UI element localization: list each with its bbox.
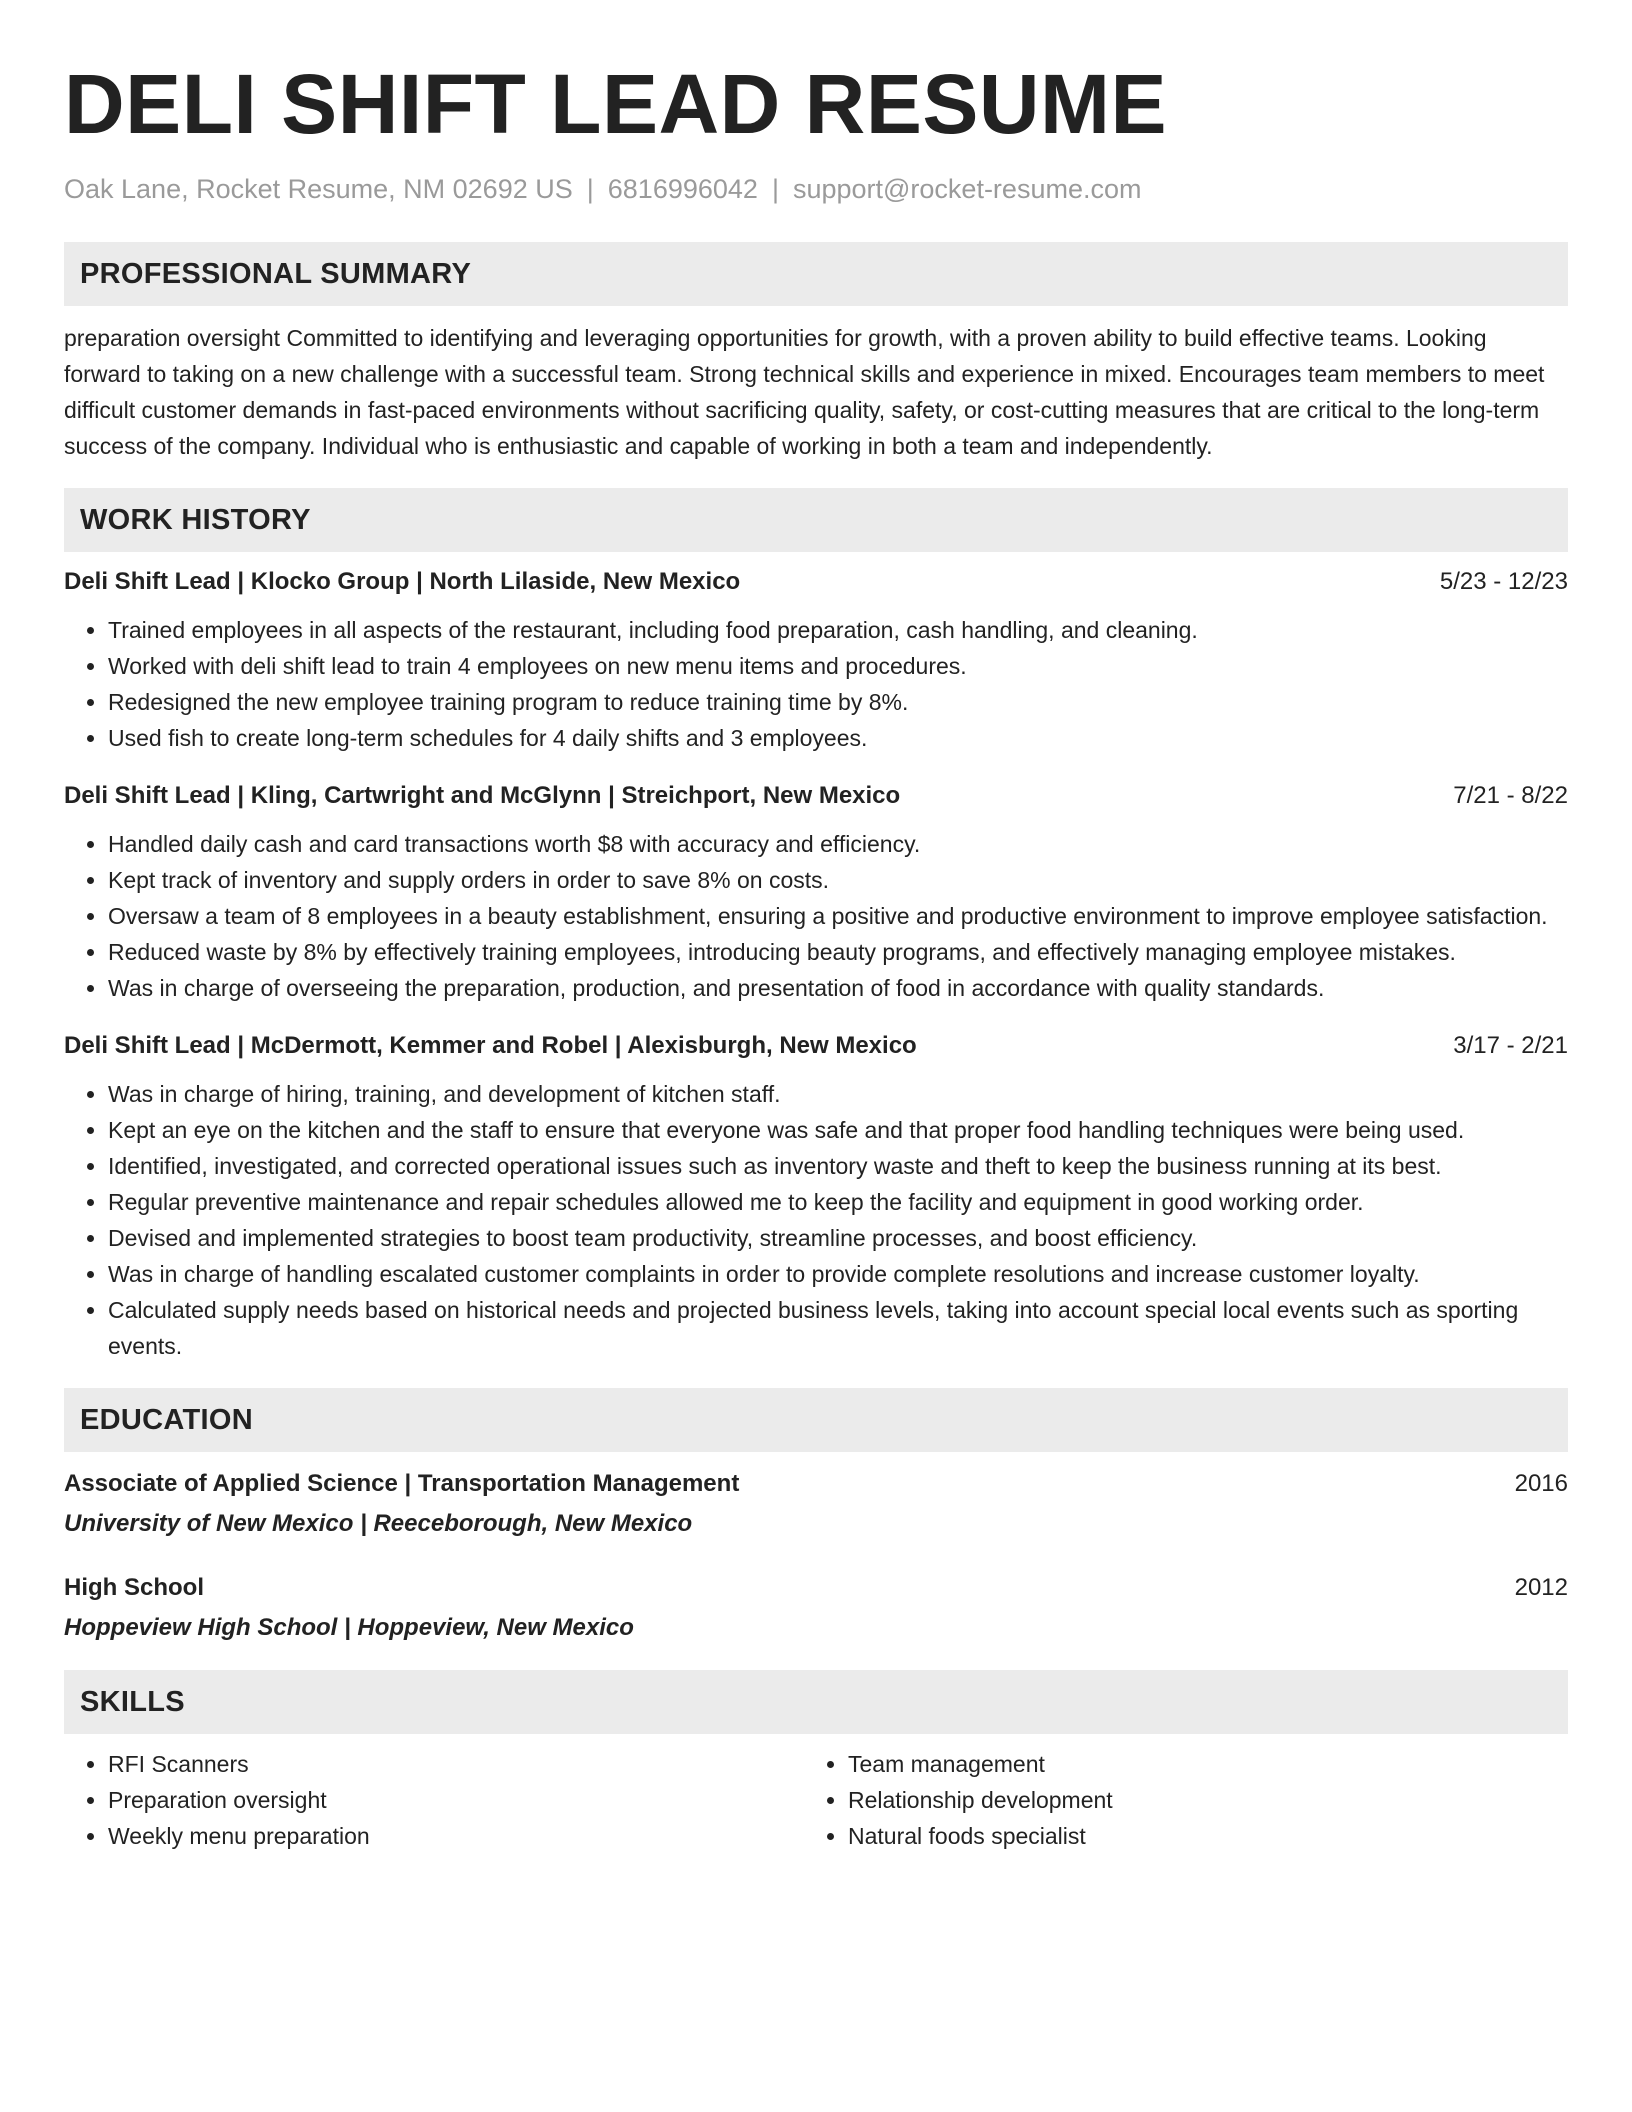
contact-separator: | bbox=[586, 174, 594, 204]
education-header bbox=[64, 1466, 1568, 1502]
education-school: Hoppeview High School | Hoppeview, New Mexico bbox=[64, 1614, 634, 1641]
job-bullet-list bbox=[64, 612, 1568, 756]
job-bullet: • Used fish to create long-term schedules for 4 daily shifts and 3 employees. bbox=[108, 720, 1568, 756]
job-entry bbox=[64, 564, 1568, 756]
job-bullet: • Redesigned the new employee training program to reduce training time by 8%. bbox=[108, 684, 1568, 720]
contact-separator: | bbox=[771, 174, 779, 204]
education-year: 2012 bbox=[1514, 1574, 1568, 1601]
contact-phone: 6816996042 bbox=[607, 174, 758, 204]
section-header-summary: PROFESSIONAL SUMMARY bbox=[64, 242, 1568, 306]
education-degree: Associate of Applied Science | Transportation Management bbox=[64, 1470, 740, 1497]
contact-line bbox=[64, 172, 1568, 206]
job-bullet: • Regular preventive maintenance and repair schedules allowed me to keep the facility and equipment in good working order. bbox=[108, 1184, 1568, 1220]
education-entry bbox=[64, 1466, 1568, 1542]
skill-item: • Team management bbox=[848, 1746, 1544, 1782]
job-bullet: • Calculated supply needs based on historical needs and projected business levels, taking into account special local events such as sporting events. bbox=[108, 1292, 1568, 1364]
job-dates: 5/23 - 12/23 bbox=[1439, 568, 1568, 595]
skills-list-right bbox=[804, 1746, 1544, 1854]
summary-text: preparation oversight Committed to identifying and leveraging opportunities for growth, with a proven ability to build effective teams. Looking forward to taking on a new challenge with a successful team. Strong technical skills and experience in mixed. Encourages team members to meet difficult customer demands in fast-paced environments without sacrificing quality, safety, or cost-cutting measures that are critical to the long-term success of the company. Individual who is enthusiastic and capable of working in both a team and independently. bbox=[64, 325, 1545, 459]
job-bullet: • Devised and implemented strategies to boost team productivity, streamline processes, and boost efficiency. bbox=[108, 1220, 1568, 1256]
skill-item: • Preparation oversight bbox=[108, 1782, 804, 1818]
job-bullet: • Was in charge of handling escalated customer complaints in order to provide complete resolutions and increase customer loyalty. bbox=[108, 1256, 1568, 1292]
education-degree: High School bbox=[64, 1574, 204, 1601]
job-bullet: • Was in charge of overseeing the preparation, production, and presentation of food in accordance with quality standards. bbox=[108, 970, 1568, 1006]
education-year: 2016 bbox=[1514, 1470, 1568, 1497]
contact-address: Oak Lane, Rocket Resume, NM 02692 US bbox=[64, 174, 573, 204]
job-bullet: • Handled daily cash and card transactions worth $8 with accuracy and efficiency. bbox=[108, 826, 1568, 862]
job-bullet-list bbox=[64, 826, 1568, 1006]
job-bullet: • Was in charge of hiring, training, and development of kitchen staff. bbox=[108, 1076, 1568, 1112]
education-school: University of New Mexico | Reeceborough, New Mexico bbox=[64, 1510, 693, 1537]
job-bullet: • Oversaw a team of 8 employees in a beauty establishment, ensuring a positive and productive environment to improve employee satisfaction. bbox=[108, 898, 1568, 934]
job-bullet: • Trained employees in all aspects of the restaurant, including food preparation, cash handling, and cleaning. bbox=[108, 612, 1568, 648]
job-header bbox=[64, 564, 1568, 600]
education-header bbox=[64, 1570, 1568, 1606]
section-header-education: EDUCATION bbox=[64, 1388, 1568, 1452]
job-bullet-list bbox=[64, 1076, 1568, 1364]
job-bullet: • Worked with deli shift lead to train 4 employees on new menu items and procedures. bbox=[108, 648, 1568, 684]
skills-list-left bbox=[64, 1746, 804, 1854]
job-dates: 3/17 - 2/21 bbox=[1453, 1032, 1568, 1059]
job-title: Deli Shift Lead | Klocko Group | North Lilaside, New Mexico bbox=[64, 568, 741, 595]
skill-item: • Weekly menu preparation bbox=[108, 1818, 804, 1854]
job-title: Deli Shift Lead | McDermott, Kemmer and Robel | Alexisburgh, New Mexico bbox=[64, 1032, 917, 1059]
job-bullet: • Identified, investigated, and corrected operational issues such as inventory waste and theft to keep the business running at its best. bbox=[108, 1148, 1568, 1184]
job-bullet: • Reduced waste by 8% by effectively training employees, introducing beauty programs, and effectively managing employee mistakes. bbox=[108, 934, 1568, 970]
education-entry bbox=[64, 1570, 1568, 1646]
job-header bbox=[64, 778, 1568, 814]
contact-email: support@rocket-resume.com bbox=[792, 174, 1142, 204]
job-entry bbox=[64, 778, 1568, 1006]
resume-title: DELI SHIFT LEAD RESUME bbox=[64, 57, 1168, 151]
section-header-work-history: WORK HISTORY bbox=[64, 488, 1568, 552]
skills-columns bbox=[64, 1746, 1568, 1854]
skill-item: • Relationship development bbox=[848, 1782, 1544, 1818]
job-title: Deli Shift Lead | Kling, Cartwright and McGlynn | Streichport, New Mexico bbox=[64, 782, 901, 809]
skill-item: • Natural foods specialist bbox=[848, 1818, 1544, 1854]
job-bullet: • Kept track of inventory and supply orders in order to save 8% on costs. bbox=[108, 862, 1568, 898]
section-header-skills: SKILLS bbox=[64, 1670, 1568, 1734]
job-dates: 7/21 - 8/22 bbox=[1453, 782, 1568, 809]
job-header bbox=[64, 1028, 1568, 1064]
skill-item: • RFI Scanners bbox=[108, 1746, 804, 1782]
job-entry bbox=[64, 1028, 1568, 1364]
job-bullet: • Kept an eye on the kitchen and the staff to ensure that everyone was safe and that proper food handling techniques were being used. bbox=[108, 1112, 1568, 1148]
